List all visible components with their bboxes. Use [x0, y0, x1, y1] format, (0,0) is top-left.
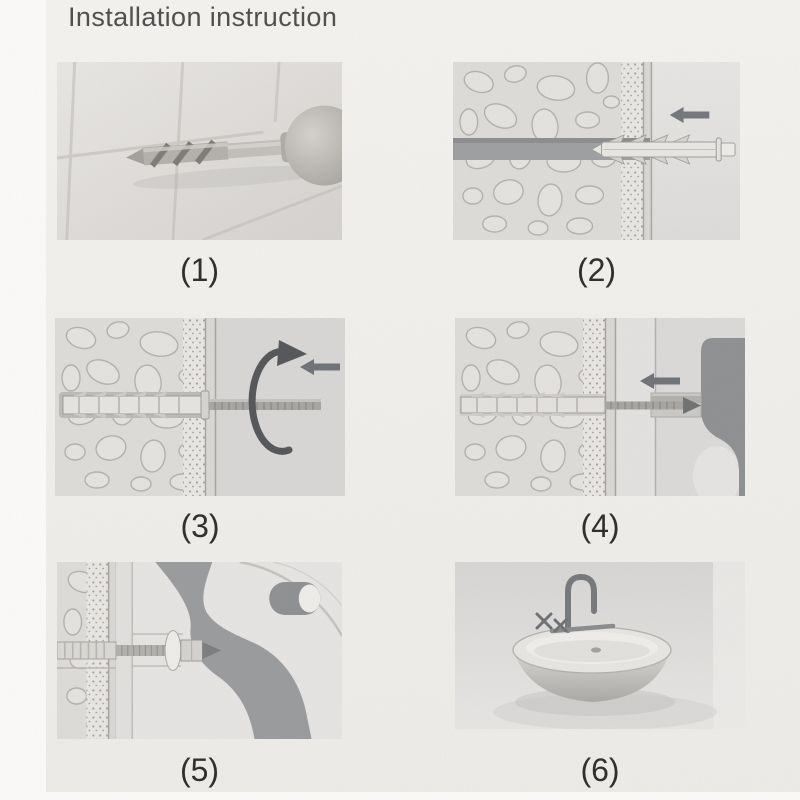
illustration-finished-washbasin	[455, 562, 745, 729]
step-panel-4	[455, 318, 745, 545]
step-number: (5)	[179, 752, 220, 788]
illustration-drill-hole	[57, 62, 342, 240]
step-number: (3)	[180, 508, 220, 544]
page-title: Installation instruction	[68, 2, 338, 32]
step-panel-1	[57, 62, 342, 289]
step-number: (4)	[580, 508, 620, 544]
step-number: (6)	[580, 752, 620, 788]
illustration-screw-through-fixture	[455, 318, 745, 496]
step-panel-2	[453, 62, 740, 289]
fixture-hole	[269, 582, 320, 615]
illustration-tighten-bolt	[57, 562, 342, 739]
screw	[209, 399, 321, 410]
illustration-insert-anchor	[453, 62, 740, 240]
washer	[165, 631, 181, 671]
drain	[591, 647, 601, 652]
step-number: (1)	[179, 252, 220, 288]
step-panel-6	[455, 562, 745, 789]
illustration-screw-into-anchor	[55, 318, 345, 496]
step-panel-3	[55, 318, 345, 545]
step-panel-5	[57, 562, 342, 789]
step-number: (2)	[576, 252, 617, 288]
